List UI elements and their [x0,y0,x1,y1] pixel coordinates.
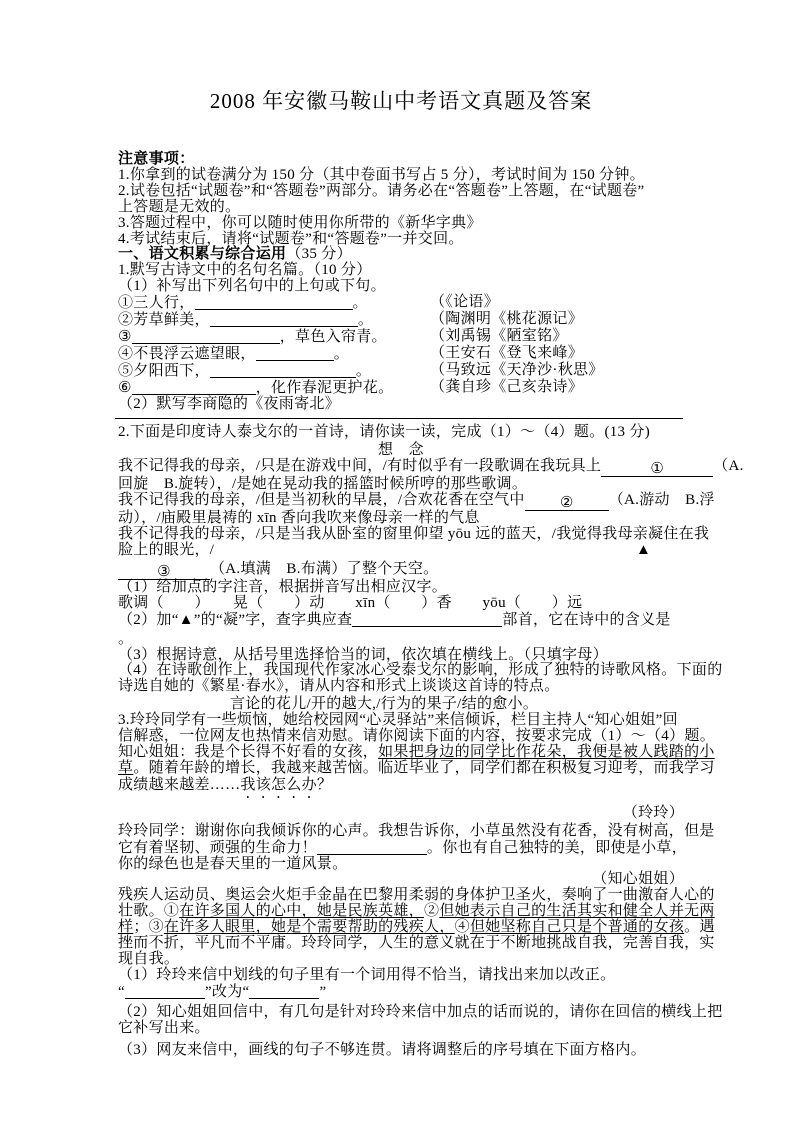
recite-item-2 [118,312,684,329]
recite-pre: ②芳草鲜美， [118,312,210,329]
poem-text: 我不记得我的母亲，/只是在游戏中间，/有时似乎有一段歌调在我玩具上 [118,458,602,475]
notice-item-2: 2.试卷包括“试题卷”和“答题卷”两部分。请务必在“答题卷”上答题，在“试题卷” [118,182,645,199]
question-3-intro: 3.玲玲同学有一些烦恼，她给校园网“心灵驿站”来信倾诉，栏目主持人“知心姐姐”回 [118,712,678,729]
question-3-intro-cont: 信解惑，一位网友也热情来信劝慰。请你阅读下面的内容，按要求完成（1）～（4）题。 [118,728,716,745]
notice-heading: 注意事项： [118,151,195,167]
signature-sister: （知心姐姐） [592,871,684,888]
recite-post: 。 [352,295,368,312]
netfriend-letter-line-2 [118,903,715,920]
quote-mark: ” [319,983,327,1000]
underlined-text: 在许多人眼里，她是个需要帮助的残疾人， [163,919,455,936]
letter-text: ② [424,903,440,920]
poem-text: （A.填满 B.布满）了整个天空。 [210,560,439,577]
letter-text: 。遇 [684,919,715,936]
question-3-1-answer [118,984,684,1001]
lingling-letter-line-1 [118,744,715,761]
question-1-sub1: （1）补写出下列名句中的上句或下句。 [118,278,386,295]
netfriend-letter-line-5: 现自我。 [118,950,180,967]
pinyin-row: 歌调（ ） 晃（ ）动 xīn（ ）香 yōu（ ）远 [118,594,583,611]
poem-line-6 [118,543,684,559]
lingling-letter-line-2 [118,759,715,777]
recite-pre: ⑥ [118,379,132,396]
poem-text: 我不记得我的母亲，/但是当初秋的早晨，/合欢花香在空气中 [118,492,525,509]
poem-line-7 [118,562,684,580]
underlined-text: 但她表示自己的生活其实和健全人并无两 [439,903,715,920]
dictionary-blank [352,612,502,627]
letter-text: 壮歌。① [118,903,180,920]
sister-letter-line-1: 玲玲同学：谢谢你向我倾诉你的心声。我想告诉你，小草虽然没有花香，没有树高，但是 [118,822,715,839]
question-2-4-cont: 诗选自她的《繁星·春水》，请从内容和形式上谈谈这首诗的特点。 [118,678,560,695]
sister-letter-line-2 [118,839,688,857]
sister-letter-line-3: 你的绿色也是春天里的一道风景。 [118,855,348,872]
answer-blank [256,346,334,361]
recite-pre: ④不畏浮云遮望眼， [118,345,256,362]
underlined-text: 如果把身边的同学比作花朵，我便是被人践踏的小 [378,744,715,760]
reply-blank [317,840,427,855]
poem-line-5: 我不记得我的母亲，/只是当我从卧室的窗里仰望 yōu 远的蓝天，/我觉得我母亲凝住在我 [118,526,710,543]
letter-text: 。你也有自己独特的美，即使是小草， [426,839,688,856]
notice-item-3: 3.答题过程中，你可以随时使用你所带的《新华字典》 [118,214,482,231]
letter-text: 。随着年龄的增长，我越来越苦恼。临近毕业了，同学们都在积极复习迎考，而我学习 [133,759,715,776]
question-2-4: （4）在诗歌创作上，我国现代作家冰心受泰戈尔的影响，形成了独特的诗歌风格。下面的 [118,662,723,679]
poem-text: （A.游动 B.浮 [608,492,715,509]
question-text: （2）加“▲”的“凝”字，查字典应查 [118,611,353,628]
underlined-text: 样 [118,919,134,936]
letter-text: ？ [316,776,333,793]
recite-item-6 [118,380,684,397]
recite-post: ，草色入帘青。 [279,328,387,345]
bingxin-verse: 言论的花儿/开的越大,/行为的果子/结的愈小。 [230,696,539,713]
dotted-text: 我该怎么办 [240,776,317,793]
question-3-2-cont: 它补写出来。 [118,1019,210,1036]
question-3-1: （1）玲玲来信中划线的句子里有一个词用得不恰当，请找出来加以改正。 [118,966,616,983]
question-2-1: （1）给加点的字注音，根据拼音写出相应汉字。 [118,578,448,595]
answer-blank [132,380,256,395]
correction-blank-2 [249,984,319,999]
correction-blank-1 [125,984,205,999]
citation: （刘禹锡《陋室铭》 [430,327,568,344]
poem-text: 脸上的眼光，/ [118,542,215,559]
poem-line-2: 回旋 B.旋转），/是她在晃动我的摇篮时候所哼的那些歌调。 [118,476,528,493]
exam-content [118,0,744,1058]
quote-mark: “ [118,983,125,1000]
question-2-3: （3）根据诗意，从括号里选择恰当的词，依次填在横线上。（只填字母） [118,646,608,663]
choice-blank-2: ② [525,496,609,511]
section1-heading-bold: 一、语文积累与综合运用 [118,246,287,263]
underlined-text: 草 [118,759,134,776]
recite-item-3 [118,329,684,346]
section1-heading [118,247,684,263]
answer-blank [210,363,356,378]
triangle-mark: ▲ [636,542,652,559]
underlined-text: 但她坚称自己只是个普通的女孩 [469,919,685,936]
citation: （王安石《登飞来峰》 [430,344,584,361]
notice-item-1: 1.你拿到的试卷满分为 150 分（其中卷面书写占 5 分），考试时间为 150 分钟。 [118,166,645,183]
citation: （龚自珍《己亥杂诗》 [430,378,584,395]
section-divider [115,418,683,419]
recite-item-4 [118,346,684,363]
question-2-2 [118,612,684,629]
recite-pre: ①三人行， [118,295,195,312]
lingling-letter-line-3 [118,777,684,802]
question-3-3: （3）网友来信中，画线的句子不够连贯。请将调整后的序号填在下面方格内。 [118,1041,647,1058]
poem-line-3 [118,492,715,512]
netfriend-letter-line-3 [118,919,715,936]
poem-line-1 [118,458,744,478]
choice-blank-3: ③ [118,565,210,580]
question-2-2-cont: 。 [118,630,134,647]
netfriend-letter-line-1: 残疾人运动员、奥运会火炬手金晶在巴黎用柔弱的身体护卫圣火，奏响了一曲激奋人心的 [118,887,715,904]
letter-text: 成绩越来越差…… [118,776,241,793]
citation: （马致远《天净沙·秋思》 [430,361,604,378]
signature-lingling: （玲玲） [622,804,684,821]
poem-line-4: 动），/庙殿里晨祷的 xīn 香向我吹来像母亲一样的气息 [118,510,480,527]
answer-blank [195,295,353,310]
citation: （陶渊明《桃花源记》 [430,311,584,328]
exam-title: 2008 年安徽马鞍山中考语文真题及答案 [209,89,593,113]
letter-text: ④ [454,919,470,936]
answer-blank [210,312,358,327]
notice-item-4: 4.考试结束后，请将“试题卷”和“答题卷”一并交回。 [118,230,464,247]
notice-item-2-cont: 上答题是无效的。 [118,198,241,215]
poem-title: 想 念 [378,442,424,459]
recite-post: ，化作春泥更护花。 [255,379,394,396]
answer-blank [132,329,280,344]
letter-text: 知心姐姐：我是个长得不好看的女孩， [118,744,379,760]
netfriend-letter-line-4: 挫而不折，平凡而不平庸。玲玲同学，人生的意义就在于不断地挑战自我，完善自我，实 [118,935,715,952]
question-2-intro: 2.下面是印度诗人泰戈尔的一首诗，请你读一读，完成（1）～（4）题。(13 分) [118,423,650,440]
recite-pre: ⑤夕阳西下， [118,362,210,379]
choice-blank-1: ① [601,462,713,477]
letter-text: 它有着坚韧、顽强的生命力！ [118,839,317,856]
recite-pre: ③ [118,328,132,345]
question-3-2: （2）知心姐姐回信中，有几句是针对玲玲来信中加点的话而说的，请你在回信的横线上把 [118,1003,723,1020]
recite-item-1 [118,295,684,312]
underlined-text: 在许多国人的心中，她是民族英雄， [179,903,425,920]
poem-text: （A. [713,458,744,475]
recite-item-5 [118,363,684,380]
section1-heading-score: （35 分） [286,246,352,263]
recite-post: 。 [355,362,372,379]
question-1-sub2: （2）默写李商隐的《夜雨寄北》 [118,395,341,412]
letter-text: ；③ [133,919,164,936]
recite-post: 。 [357,312,374,329]
question-text: ”改为“ [204,983,250,1000]
citation: （《论语》 [430,294,500,311]
question-1: 1.默写古诗文中的名句名篇。（10 分） [118,262,372,279]
recite-post: 。 [333,345,350,362]
question-text: 部首，它在诗中的含义是 [502,611,671,628]
